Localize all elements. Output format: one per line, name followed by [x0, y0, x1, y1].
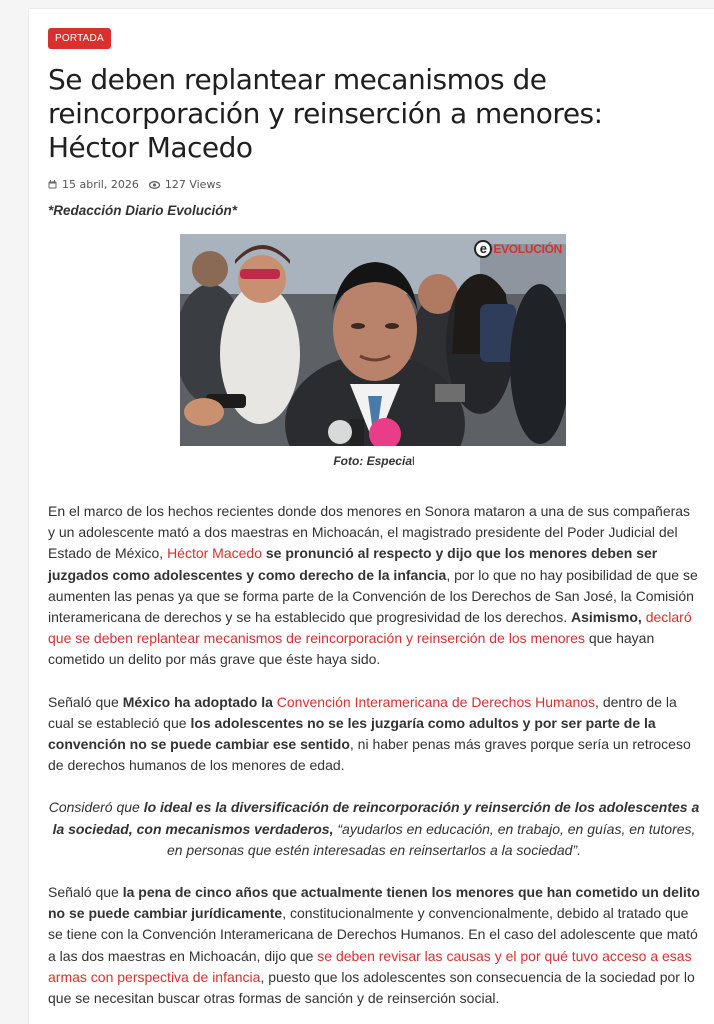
- bold-span: Asimismo,: [570, 609, 646, 626]
- quote-span: “ayudarlos en educación, en trabajo, en guías, en tutores, en personas que estén interesadas en reinsertarlos a la sociedad”.: [166, 820, 696, 858]
- watermark-logo: e EVOLUCIÓN: [474, 240, 562, 258]
- bold-span: los adolescentes no se les juzgaría como adultos y por ser parte de la convención no se puede cambiar ese sentido: [48, 714, 656, 753]
- article-meta: [48, 178, 700, 191]
- text-span: , constitucionalmente y convencionalmente, debido al tratado que se tiene con la Convención Interamericana de Derechos Humanos. En el caso del adolescente que mató a las dos maestras en Michoacán, dijo que: [48, 905, 698, 964]
- text-span: Señaló que: [48, 693, 123, 710]
- view-count: 127 Views: [164, 178, 222, 191]
- quote-paragraph: [48, 797, 700, 861]
- watermark-text: EVOLUCIÓN: [493, 242, 562, 256]
- bold-span: México ha adoptado la: [122, 693, 277, 710]
- calendar-icon: [48, 180, 57, 189]
- bold-span: se pronunció al respecto y dijo que los menores deben ser juzgados como adolescentes y como derecho de la infancia: [48, 545, 658, 583]
- article-title: Se deben replantear mecanismos de reincorporación y reinserción a menores: Héctor Macedo: [48, 63, 603, 164]
- text-span: Consideró que: [48, 799, 144, 816]
- paragraph-2: [48, 692, 700, 777]
- publish-date: 15 abril, 2026: [62, 178, 139, 191]
- press-scene-image: [180, 234, 566, 446]
- eye-icon: [149, 181, 160, 189]
- article-body: [48, 501, 700, 1009]
- category-badge[interactable]: PORTADA: [48, 28, 111, 49]
- text-span: que hayan cometido un delito por más grave que éste haya sido.: [48, 630, 655, 668]
- person-link[interactable]: Héctor Macedo: [167, 545, 262, 562]
- photo-caption: [48, 454, 700, 468]
- article-figure: [48, 234, 700, 468]
- article-photo[interactable]: [180, 234, 566, 446]
- text-span: , dentro de la cual se estableció que: [48, 693, 677, 731]
- convention-link[interactable]: Convención Interamericana de Derechos Humanos: [276, 693, 596, 710]
- text-span: Señaló que: [48, 884, 123, 901]
- byline: *Redacción Diario Evolución*: [48, 203, 238, 218]
- text-span: En el marco de los hechos recientes donde dos menores en Sonora mataron a una de sus compañeras y un adolescente mató a dos maestras en Michoacán, el magistrado presidente del Poder Judicial del Estado de México,: [48, 503, 691, 562]
- highlight-span: se deben revisar las causas y el por qué tuvo acceso a esas armas con perspectiva de infancia: [48, 947, 692, 985]
- text-span: , por lo que no hay posibilidad de que se aumenten las penas ya que se forma parte de la Convención de los Derechos de San José, la Comisión interamericana de derechos y se ha establecido que progresividad de los derechos.: [48, 566, 698, 626]
- bold-span: con mecanismos verdaderos,: [132, 820, 334, 837]
- text-span: , ni haber penas más graves porque sería un retroceso de derechos humanos de los menores de edad.: [48, 736, 691, 774]
- bold-span: la pena de cinco años que actualmente tienen los menores que han cometido un delito no se puede cambiar jurídicamente: [48, 884, 700, 922]
- text-span: , puesto que los adolescentes son consecuencia de la sociedad por lo que se necesitan buscar otras formas de sanción y de reinserción social.: [48, 968, 695, 1007]
- article-container: [48, 26, 700, 1024]
- caption-main: Foto: Especia: [333, 454, 412, 468]
- paragraph-1: [48, 501, 700, 671]
- caption-tail: l: [412, 454, 415, 468]
- highlight-span: lo ideal es la diversificación de reincorporación y reinserción de los adolescentes a la sociedad,: [52, 799, 700, 837]
- article-page: [28, 8, 714, 1024]
- paragraph-4: [48, 882, 700, 1009]
- views-meta: [149, 178, 221, 191]
- date-meta[interactable]: [48, 178, 139, 191]
- highlight-span: declaró que se deben replantear mecanismos de reincorporación y reinserción de los menores: [48, 609, 692, 647]
